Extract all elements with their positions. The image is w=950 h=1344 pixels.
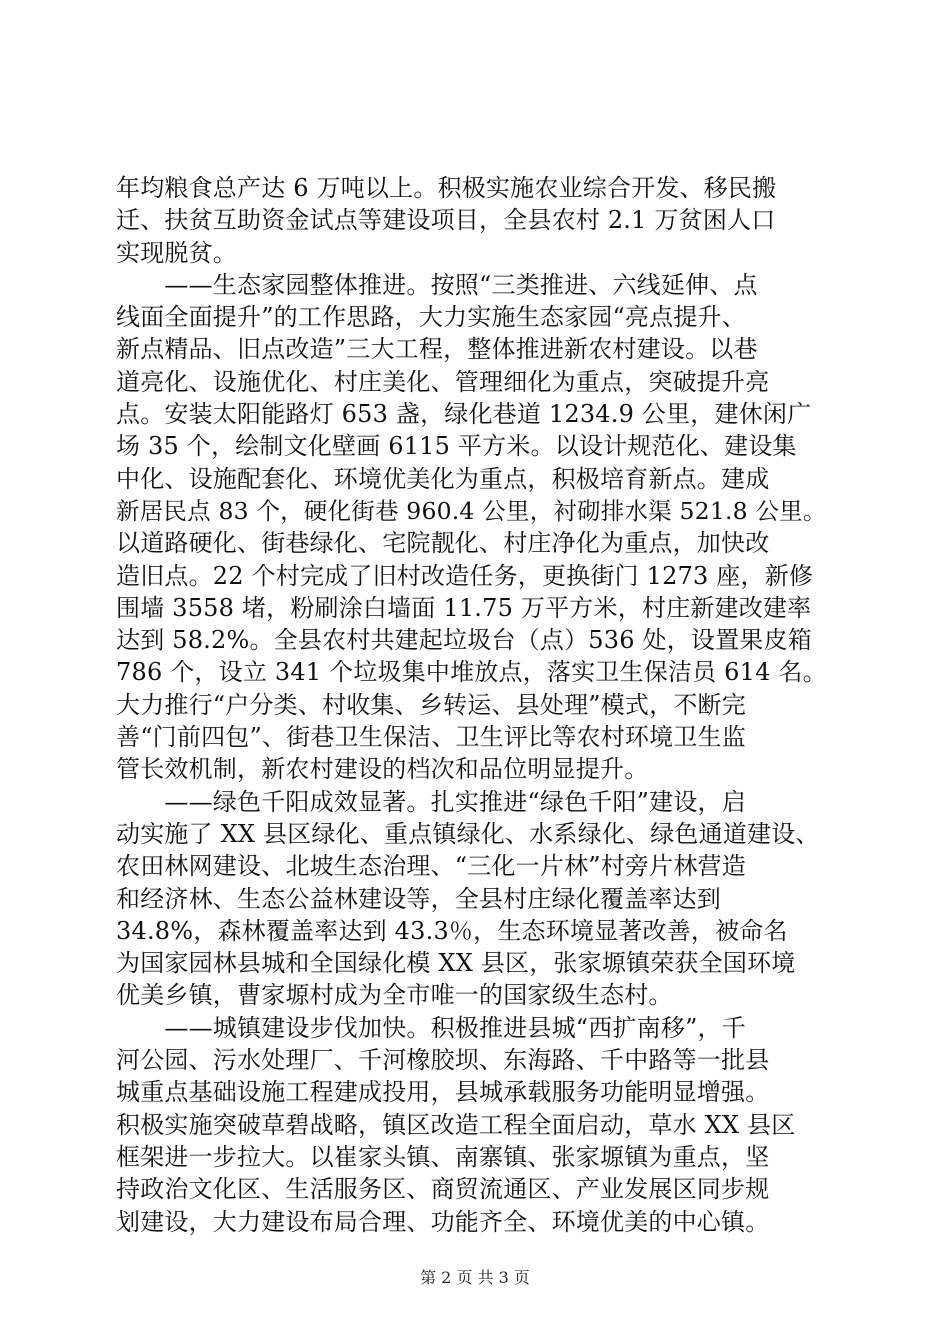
text-line: 管长效机制，新农村建设的档次和品位明显提升。 — [116, 755, 649, 784]
text-line: 新点精品、旧点改造”三大工程，整体推进新农村建设。以巷 — [116, 335, 758, 364]
text-line: 实现脱贫。 — [116, 238, 237, 267]
text-line: ——生态家园整体推进。按照“三类推进、六线延伸、点 — [116, 270, 758, 299]
text-line: 框架进一步拉大。以崔家头镇、南寨镇、张家塬镇为重点，坚 — [116, 1142, 770, 1171]
text-line: ——城镇建设步伐加快。积极推进县城“西扩南移”，千 — [116, 1013, 746, 1042]
text-line: 河公园、污水处理厂、千河橡胶坝、东海路、千中路等一批县 — [116, 1046, 770, 1075]
text-line: 划建设，大力建设布局合理、功能齐全、环境优美的中心镇。 — [116, 1207, 770, 1236]
text-line: 点。安装太阳能路灯 653 盏，绿化巷道 1234.9 公里，建休闲广 — [116, 400, 812, 429]
text-line: 迁、扶贫互助资金试点等建设项目，全县农村 2.1 万贫困人口 — [116, 206, 776, 235]
text-line: 为国家园林县城和全国绿化模 XX 县区，张家塬镇荣获全国环境 — [116, 949, 796, 978]
text-line: 786 个，设立 341 个垃圾集中堆放点，落实卫生保洁员 614 名。 — [116, 658, 827, 687]
text-line: 优美乡镇，曹家塬村成为全市唯一的国家级生态村。 — [116, 981, 673, 1010]
text-line: 造旧点。22 个村完成了旧村改造任务，更换街门 1273 座，新修 — [116, 561, 814, 590]
text-line: 城重点基础设施工程建成投用，县城承载服务功能明显增强。 — [116, 1078, 770, 1107]
text-line: 和经济林、生态公益林建设等，全县村庄绿化覆盖率达到 — [116, 884, 721, 913]
text-line: 道亮化、设施优化、村庄美化、管理细化为重点，突破提升亮 — [116, 367, 770, 396]
body-text — [116, 172, 834, 1238]
text-line: 达到 58.2%。全县农村共建起垃圾台（点）536 处，设置果皮箱 — [116, 626, 812, 655]
page-footer: 第 2 页 共 3 页 — [420, 1268, 530, 1287]
text-line: 农田林网建设、北坡生态治理、“三化一片林”村旁片林营造 — [116, 852, 746, 881]
text-line: 34.8%，森林覆盖率达到 43.3％，生态环境显著改善，被命名 — [116, 916, 788, 945]
text-line: 善“门前四包”、街巷卫生保洁、卫生评比等农村环境卫生监 — [116, 723, 746, 752]
text-line: ——绿色千阳成效显著。扎实推进“绿色千阳”建设，启 — [116, 787, 746, 816]
text-line: 年均粮食总产达 6 万吨以上。积极实施农业综合开发、移民搬 — [116, 174, 777, 202]
text-line: 场 35 个，绘制文化壁画 6115 平方米。以设计规范化、建设集 — [116, 432, 797, 461]
text-line: 动实施了 XX 县区绿化、重点镇绿化、水系绿化、绿色通道建设、 — [116, 819, 820, 848]
text-line: 中化、设施配套化、环境优美化为重点，积极培育新点。建成 — [116, 464, 770, 493]
text-line: 持政治文化区、生活服务区、商贸流通区、产业发展区同步规 — [116, 1175, 770, 1204]
text-line: 新居民点 83 个，硬化街巷 960.4 公里，衬砌排水渠 521.8 公里。 — [116, 496, 827, 525]
text-line: 以道路硬化、街巷绿化、宅院靓化、村庄净化为重点，加快改 — [116, 529, 770, 558]
text-line: 大力推行“户分类、村收集、乡转运、县处理”模式，不断完 — [116, 690, 746, 719]
text-line: 积极实施突破草碧战略，镇区改造工程全面启动，草水 XX 县区 — [116, 1110, 796, 1139]
text-line: 线面全面提升”的工作思路，大力实施生态家园“亮点提升、 — [116, 303, 746, 332]
text-line: 围墙 3558 堵，粉刷涂白墙面 11.75 万平方米，村庄新建改建率 — [116, 593, 812, 622]
